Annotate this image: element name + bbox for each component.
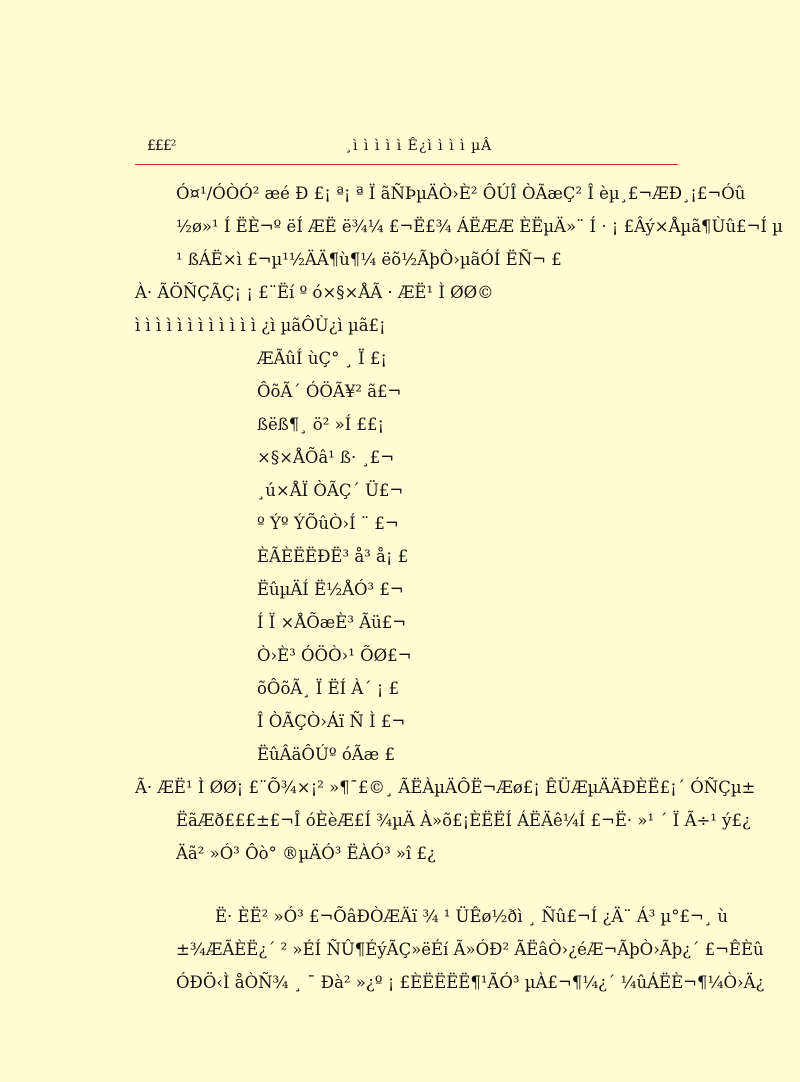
page-header: [135, 138, 678, 164]
paragraph-line: Ó¤¹/ÓÒÓ² æé Ð £¡ ª¡ ª Ï ãÑÞµÄÒ›È² ÔÚÎ ÒÃæÇ² Î èµ¸£¬ÆÐ¸¡£¬Óû: [176, 184, 746, 203]
final-paragraph-line: Ë· ÈË² »Ó³ £¬ÕâÐÒÆÄï ¾ ¹ ÜÊø½ðì ¸ Ñû£¬Í ¿Ä¨ Á³ µ°£¬¸ ù: [215, 907, 728, 926]
closing-line: Äã² »Ó³ Ôò° ®µÄÓ³ ËÀÓ³ »î £¿: [176, 844, 436, 863]
verse-line: ßëß¶¸ ö² »Í ££¡: [257, 415, 385, 434]
verse-line: ËûµÄÍ Ë½ÅÓ³ £¬: [257, 580, 404, 599]
verse-line: Î ÒÃÇÒ›Áï Ñ Ì £¬: [257, 712, 406, 731]
final-paragraph-line: ÓÐÖ‹Ì åÒÑ¾ ¸ ¯ Ðà² »¿º ¡ £ÈËËËË¶¹ÃÓ³ µÀ£¬¶¼¿´ ¼ûÁËÈ¬¶¼Ò›Ä¿: [176, 973, 765, 992]
verse-line: ×§×ÅÕâ¹ ß· ¸£¬: [257, 448, 395, 467]
final-paragraph-line: ±¾ÆÃÈË¿´ ² »ÉÍ ÑÛ¶ÉýÃÇ»ëÉí Ã»ÓÐ² ÃËâÒ›¿éÆ¬ÃþÒ›Ãþ¿´ £¬ÊÈû: [176, 940, 764, 959]
verse-line: ¸ú×ÅÏ ÒÃÇ´ Ü£¬: [257, 481, 404, 500]
verse-line: ÆÃûÍ ùÇ° ¸ Ï £¡: [257, 349, 387, 368]
verse-line: Ò›È³ ÓÖÒ›¹ ÕØ£¬: [257, 646, 412, 665]
verse-line: õÔõÃ¸ Ï ËÍ À´ ¡ £: [257, 679, 400, 698]
page-number: £££²: [147, 138, 176, 154]
header-rule: [135, 164, 678, 165]
speaker-line: À· ÃÖÑÇÃÇ¡ ¡ £¨Ëí º ó×§×ÅÃ · ÆË¹ Ì ØØ©: [135, 283, 494, 302]
verse-line: º Ýº ÝÕûÒ›Í ¨ £¬: [257, 514, 399, 533]
paragraph-line: ¹ ßÁË×ì £¬µ¹½ÄÄ¶ù¶¼ ëõ½ÃþÒ›µãÓÍ ËÑ¬ £: [176, 250, 562, 269]
paragraph-line: ½ø»¹ Í ËÈ¬º ëÍ ÆË ë¾¼ £¬Ë£¾ ÁËÆÆ ÈËµÄ»¨ Í · ¡ £Âý×Åµã¶Ùû£¬Í µ: [176, 217, 783, 236]
verse-line: ÈÃÈËËÐË³ å³ å¡ £: [257, 547, 409, 566]
running-title: ¸ì ì ì ì ì Ê¿ì ì ì ì µÂ: [345, 138, 493, 154]
closing-line: Ã· ÆË¹ Ì ØØ¡ £¨Õ¾×¡² »¶¯£©¸ ÃËÀµÄÔË¬Æø£¡ ÊÜÆµÄÄÐÈË£¡´ ÓÑÇµ±: [135, 778, 756, 797]
speaker-line: ì ì ì ì ì ì ì ì ì ì ì ì ¿ì µãÔÙ¿ì µã£¡: [135, 316, 386, 335]
verse-line: Í Ï ×ÅÕæÈ³ Ãü£¬: [257, 613, 407, 632]
closing-line: ËãÆð£££±£¬Î óÈèÆ£Í ¾µÄ À»õ£¡ÈËËÍ ÁËÄê¼Í £¬Ë· »¹ ´ Ï Ã÷¹ ý£¿: [176, 811, 751, 830]
verse-line: ËûÂäÔÚº óÃæ £: [257, 745, 395, 764]
verse-line: ÔõÃ´ ÓÖÃ¥² ã£¬: [257, 382, 402, 401]
